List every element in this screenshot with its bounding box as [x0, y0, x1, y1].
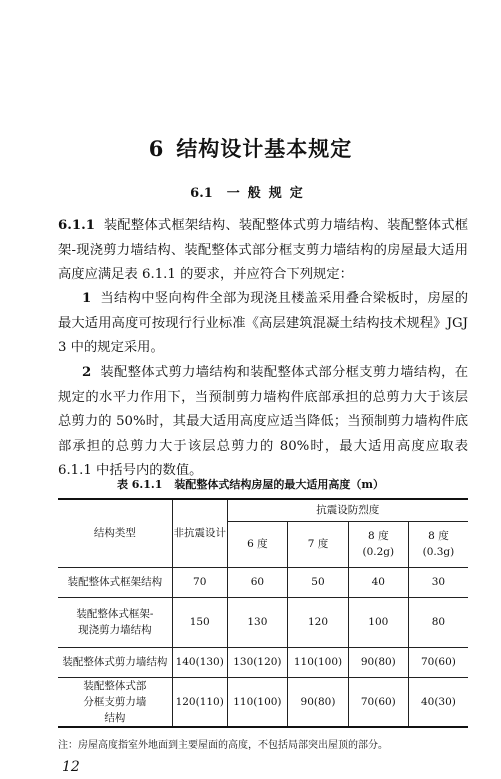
header-structure-type: 结构类型 [58, 499, 172, 567]
item-text: 当结构中竖向构件全部为现浇且楼盖采用叠合梁板时，房屋的最大适用高度可按现行行业标准《高层建筑混凝土结构技术规程》JGJ 3 中的规定采用。 [58, 291, 468, 356]
cell-value: 60 [227, 567, 288, 597]
cell-value: 90(80) [348, 647, 408, 677]
table-row [58, 677, 468, 727]
header-deg8-03g: 8 度 (0.3g) [408, 521, 468, 567]
cell-value: 150 [172, 597, 227, 647]
cell-value: 70(60) [408, 647, 468, 677]
section-title: 一般规定 [226, 186, 311, 201]
header-deg7: 7 度 [288, 521, 349, 567]
table-row [58, 567, 468, 597]
cell-value: 130(120) [227, 647, 288, 677]
row-type: 装配整体式框架结构 [58, 567, 172, 597]
cell-value: 140(130) [172, 647, 227, 677]
clause-item-2 [58, 361, 468, 484]
cell-value: 30 [408, 567, 468, 597]
cell-value: 100 [348, 597, 408, 647]
row-type: 装配整体式部分框支剪力墙结构 [58, 677, 172, 727]
cell-value: 110(100) [288, 647, 349, 677]
height-table [58, 498, 468, 728]
item-text: 装配整体式剪力墙结构和装配整体式部分框支剪力墙结构，在规定的水平力作用下，当预制剪力墙构件底部承担的总剪力大于该层总剪力的 50%时，其最大适用高度应适当降低；当预制剪力墙构件底部承担的总剪力大于该层总剪力的 80%时，最大适用高度应取表 6.1.1 中括号内的数值。 [58, 365, 468, 479]
item-number: 1 [82, 291, 92, 306]
item-number: 2 [82, 365, 92, 380]
cell-value: 90(80) [288, 677, 349, 727]
header-deg6: 6 度 [227, 521, 288, 567]
table-number: 表 6.1.1 [116, 478, 163, 491]
header-seismic-intensity: 抗震设防烈度 [227, 499, 468, 521]
cell-value: 80 [408, 597, 468, 647]
cell-value: 40(30) [408, 677, 468, 727]
chapter-number: 6 [148, 136, 165, 161]
table-title: 装配整体式结构房屋的最大适用高度（m） [174, 478, 385, 491]
table-note: 注：房屋高度指室外地面到主要屋面的高度，不包括局部突出屋顶的部分。 [58, 740, 388, 751]
cell-value: 70(60) [348, 677, 408, 727]
row-type: 装配整体式框架-现浇剪力墙结构 [58, 597, 172, 647]
header-deg8-02g: 8 度 (0.2g) [348, 521, 408, 567]
chapter-heading [0, 133, 501, 163]
clause-6-1-1 [58, 214, 468, 288]
row-type: 装配整体式剪力墙结构 [58, 647, 172, 677]
section-number: 6.1 [190, 186, 213, 201]
table-row [58, 597, 468, 647]
cell-value: 40 [348, 567, 408, 597]
cell-value: 120 [288, 597, 349, 647]
chapter-title: 结构设计基本规定 [176, 136, 353, 161]
cell-value: 50 [288, 567, 349, 597]
cell-value: 120(110) [172, 677, 227, 727]
cell-value: 110(100) [227, 677, 288, 727]
page-number: 12 [62, 759, 80, 775]
cell-value: 130 [227, 597, 288, 647]
clause-text: 装配整体式框架结构、装配整体式剪力墙结构、装配整体式框架-现浇剪力墙结构、装配整体式部分框支剪力墙结构的房屋最大适用高度应满足表 6.1.1 的要求，并应符合下列规定： [58, 218, 468, 283]
cell-value: 70 [172, 567, 227, 597]
section-heading [0, 182, 501, 201]
clause-item-1 [58, 287, 468, 361]
table-caption [0, 476, 501, 492]
clause-number: 6.1.1 [58, 218, 96, 233]
header-non-seismic: 非抗震设计 [172, 499, 227, 567]
table-row [58, 647, 468, 677]
